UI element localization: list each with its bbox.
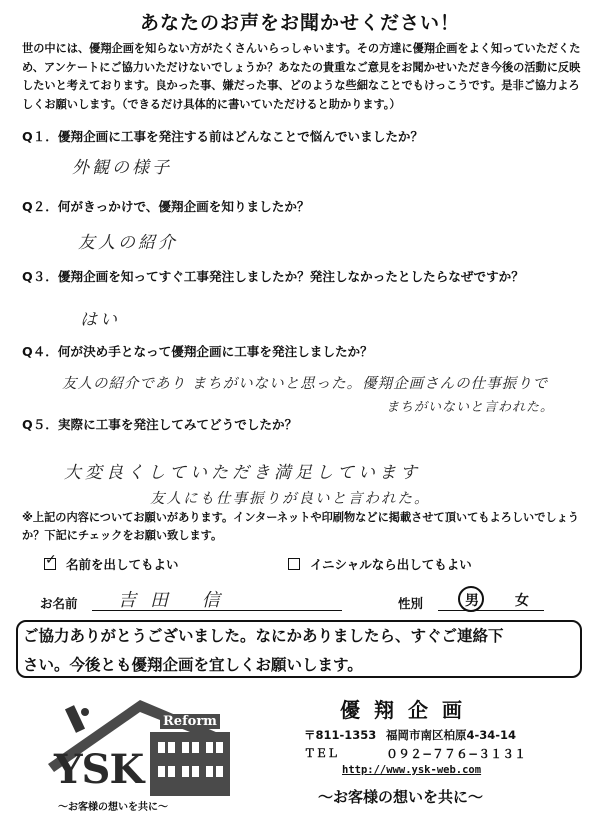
gender-label: 性別	[398, 596, 424, 611]
logo-letters: YSK	[54, 746, 144, 793]
thanks-message-box	[16, 620, 582, 678]
option-initial-ok[interactable]	[288, 555, 472, 573]
question-3: Q３．優翔企画を知ってすぐ工事発注しましたか？発注しなかったとしたらなぜですか？	[22, 269, 524, 284]
company-name: 優翔企画	[340, 698, 476, 722]
question-2: Q２．何がきっかけで、優翔企画を知りましたか？	[22, 199, 310, 214]
logo-caption: 〜お客様の想いを共に〜	[58, 802, 168, 813]
answer-2: 友人の紹介	[78, 233, 178, 253]
answer-4-continued: まちがいないと言われた。	[386, 400, 555, 415]
check-mark-icon: ✓	[45, 552, 57, 568]
gender-underline	[438, 610, 544, 611]
company-tel-label: ＴＥＬ	[304, 746, 339, 760]
checkbox-name-ok[interactable]	[44, 552, 57, 570]
question-1: Q１．優翔企画に工事を発注する前はどんなことで悩んでいましたか？	[22, 129, 424, 144]
company-postal: 〒811-1353	[304, 728, 377, 742]
thanks-line-1: ご協力ありがとうございました。なにかありましたら、すぐご連絡下	[23, 627, 504, 645]
checkbox-initial-ok[interactable]	[288, 558, 300, 570]
gender-male[interactable]: 男	[465, 593, 479, 609]
question-4: Q４．何が決め手となって優翔企画に工事を発注しましたか？	[22, 344, 373, 359]
option-name-ok-label: 名前を出してもよい	[66, 557, 179, 572]
thanks-line-2: さい。今後とも優翔企画を宜しくお願いします。	[23, 656, 363, 674]
answer-5-continued: 友人にも仕事振りが良いと言われた。	[150, 491, 431, 507]
gender-female[interactable]: 女	[515, 593, 529, 609]
company-tel: ０９２−７７６−３１３１	[386, 747, 527, 761]
company-tagline: 〜お客様の想いを共に〜	[318, 788, 484, 806]
company-logo	[40, 694, 260, 814]
company-url-link[interactable]: http://www.ysk-web.com	[342, 764, 482, 776]
question-5: Q５．実際に工事を発注してみてどうでしたか？	[22, 417, 298, 432]
answer-1: 外観の様子	[72, 158, 172, 178]
answer-3: はい	[80, 310, 120, 330]
option-initial-ok-label: イニシャルなら出してもよい	[310, 557, 472, 572]
name-value: 吉田 信	[118, 590, 234, 611]
name-label: お名前	[40, 596, 78, 611]
company-address: 福岡市南区柏原4-34-14	[386, 728, 517, 742]
option-name-ok[interactable]	[44, 552, 179, 573]
publication-note: ※上記の内容についてお願いがあります。インターネットや印刷物などに掲載させて頂いてもよろしいでしょうか？下記にチェックをお願い致します。	[22, 511, 579, 542]
answer-5: 大変良くしていただき満足しています	[64, 463, 421, 483]
logo-reform-text: Reform	[160, 714, 220, 729]
answer-4: 友人の紹介であり まちがいないと思った。優翔企画さんの仕事振りで	[62, 376, 549, 392]
survey-title: あなたのお声をお聞かせください！	[139, 12, 460, 34]
intro-text: 世の中には、優翔企画を知らない方がたくさんいらっしゃいます。その方達に優翔企画をよく知っていただくため、アンケートにご協力いただけないでしょうか？あなたの貴重なご意見をお聞かせいただき今後の活動に反映したいと考えております。良かった事、嫌だった事、どのような些細なことでもけっこうです。是非ご協力よろしくお願いします。（できるだけ具体的に書いていただけると助かります。）	[22, 42, 581, 111]
